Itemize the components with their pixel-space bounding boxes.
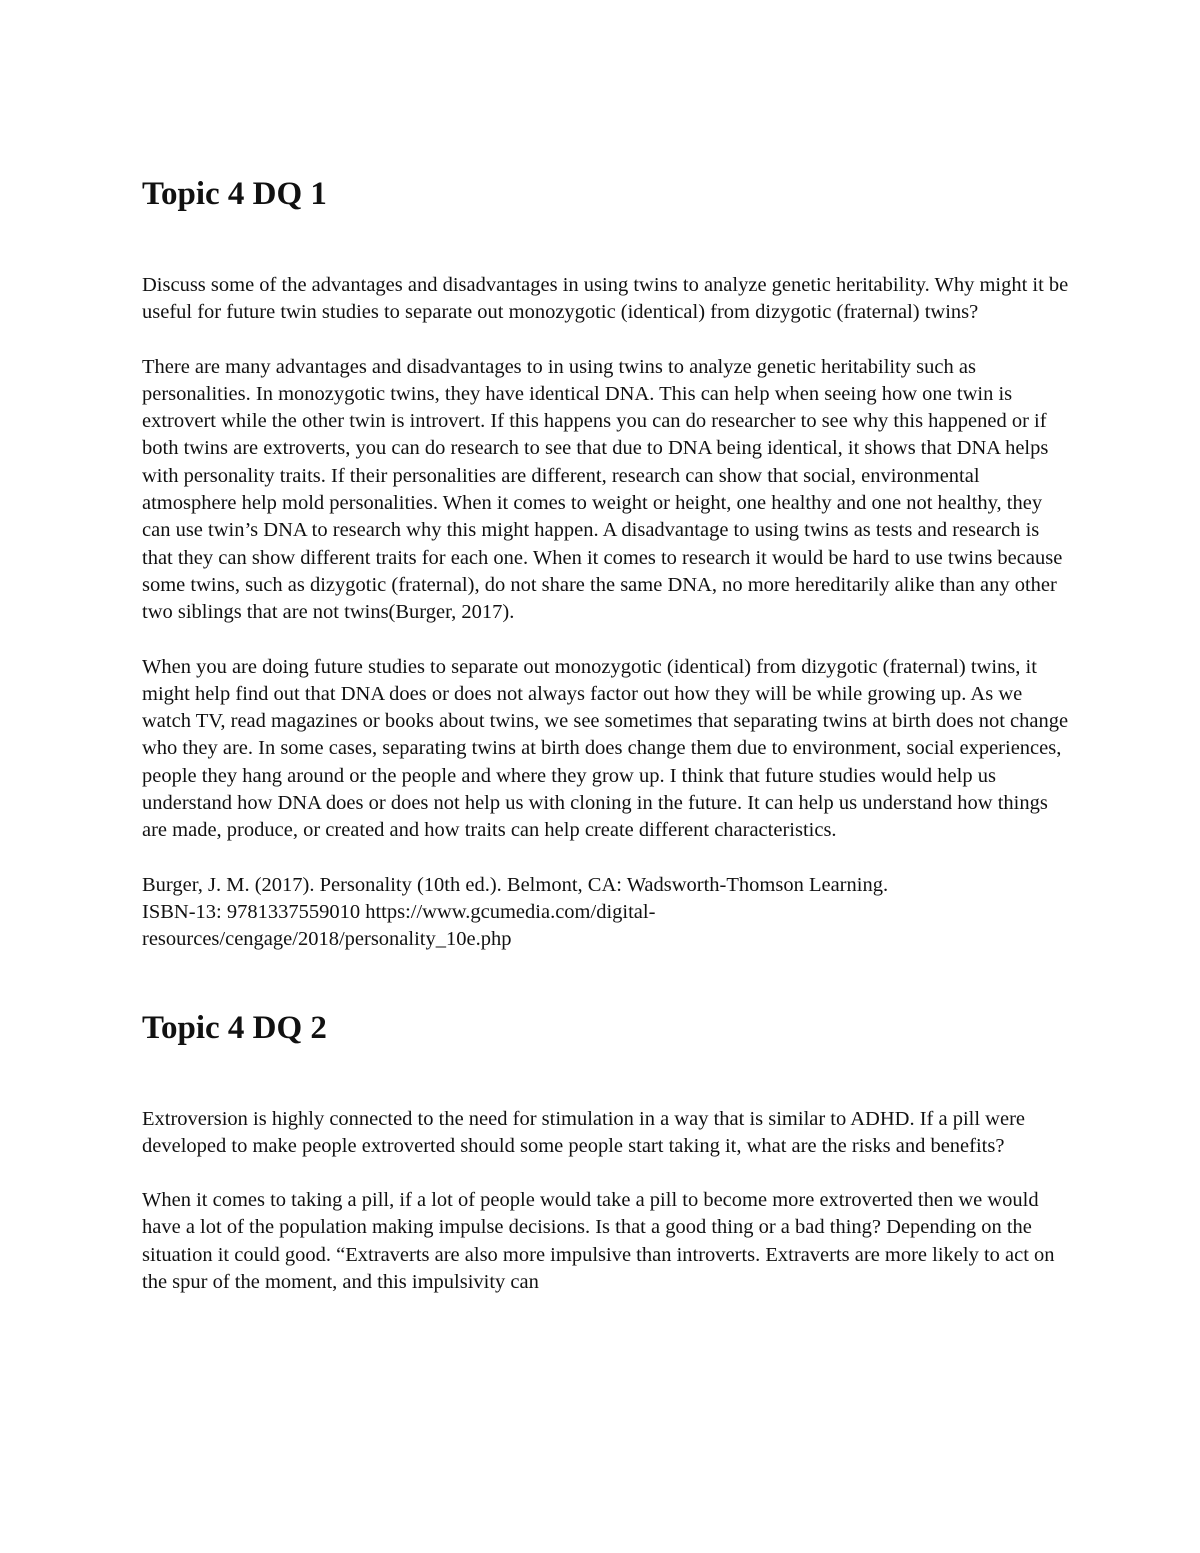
reference-citation: Burger, J. M. (2017). Personality (10th ed.). Belmont, CA: Wadsworth-Thomson Learning. (142, 873, 889, 896)
section-topic-4-dq-1 (142, 168, 1072, 954)
section-title: Topic 4 DQ 1 (142, 176, 327, 212)
discussion-question: Extroversion is highly connected to the need for stimulation in a way that is similar to ADHD. If a pill were developed to make people extroverted should some people start taking it, what are the risks and benefits? (142, 1107, 1026, 1157)
reference-isbn-url: ISBN-13: 9781337559010 https://www.gcumedia.com/digital- (142, 900, 656, 923)
document-content (142, 168, 1072, 1323)
discussion-question: Discuss some of the advantages and disadvantages in using twins to analyze genetic heritability. Why might it be useful for future twin studies to separate out monozygotic (identical) from dizygotic (fraternal) twins? (142, 274, 1069, 324)
reference-url-continued: resources/cengage/2018/personality_10e.php (142, 928, 512, 951)
section-topic-4-dq-2 (142, 1002, 1072, 1297)
reference-entry (142, 872, 1072, 954)
answer-paragraph: When it comes to taking a pill, if a lot of people would take a pill to become more extroverted then we would have a lot of the population making impulse decisions. Is that a good thing or a bad thing? Depending on the situation it could good. “Extraverts are also more impulsive than introverts. Extraverts are more likely to act on the spur of the moment, and this impulsivity can (142, 1189, 1055, 1294)
answer-paragraph: When you are doing future studies to separate out monozygotic (identical) from dizygotic (fraternal) twins, it might help find out that DNA does or does not always factor out how they will be while growing up. As we watch TV, read magazines or books about twins, we see sometimes that separating twins at birth does not change who they are. In some cases, separating twins at birth does change them due to environment, social experiences, people they hang around or the people and where they grow up. I think that future studies would help us understand how DNA does or does not help us with cloning in the future. It can help us understand how things are made, produce, or created and how traits can help create different characteristics. (142, 655, 1069, 842)
answer-paragraph: There are many advantages and disadvantages to in using twins to analyze genetic heritability such as personalities. In monozygotic twins, they have identical DNA. This can help when seeing how one twin is extrovert while the other twin is introvert. If this happens you can do researcher to see why this happened or if both twins are extroverts, you can do research to see that due to DNA being identical, it shows that DNA helps with personality traits. If their personalities are different, research can show that social, environmental atmosphere help mold personalities. When it comes to weight or height, one healthy and one not healthy, they can use twin’s DNA to research why this might happen. A disadvantage to using twins as tests and research is that they can show different traits for each one. When it comes to research it would be hard to use twins because some twins, such as dizygotic (fraternal), do not share the same DNA, no more hereditarily alike than any other two siblings that are not twins(Burger, 2017). (142, 355, 1063, 624)
section-title: Topic 4 DQ 2 (142, 1009, 327, 1046)
